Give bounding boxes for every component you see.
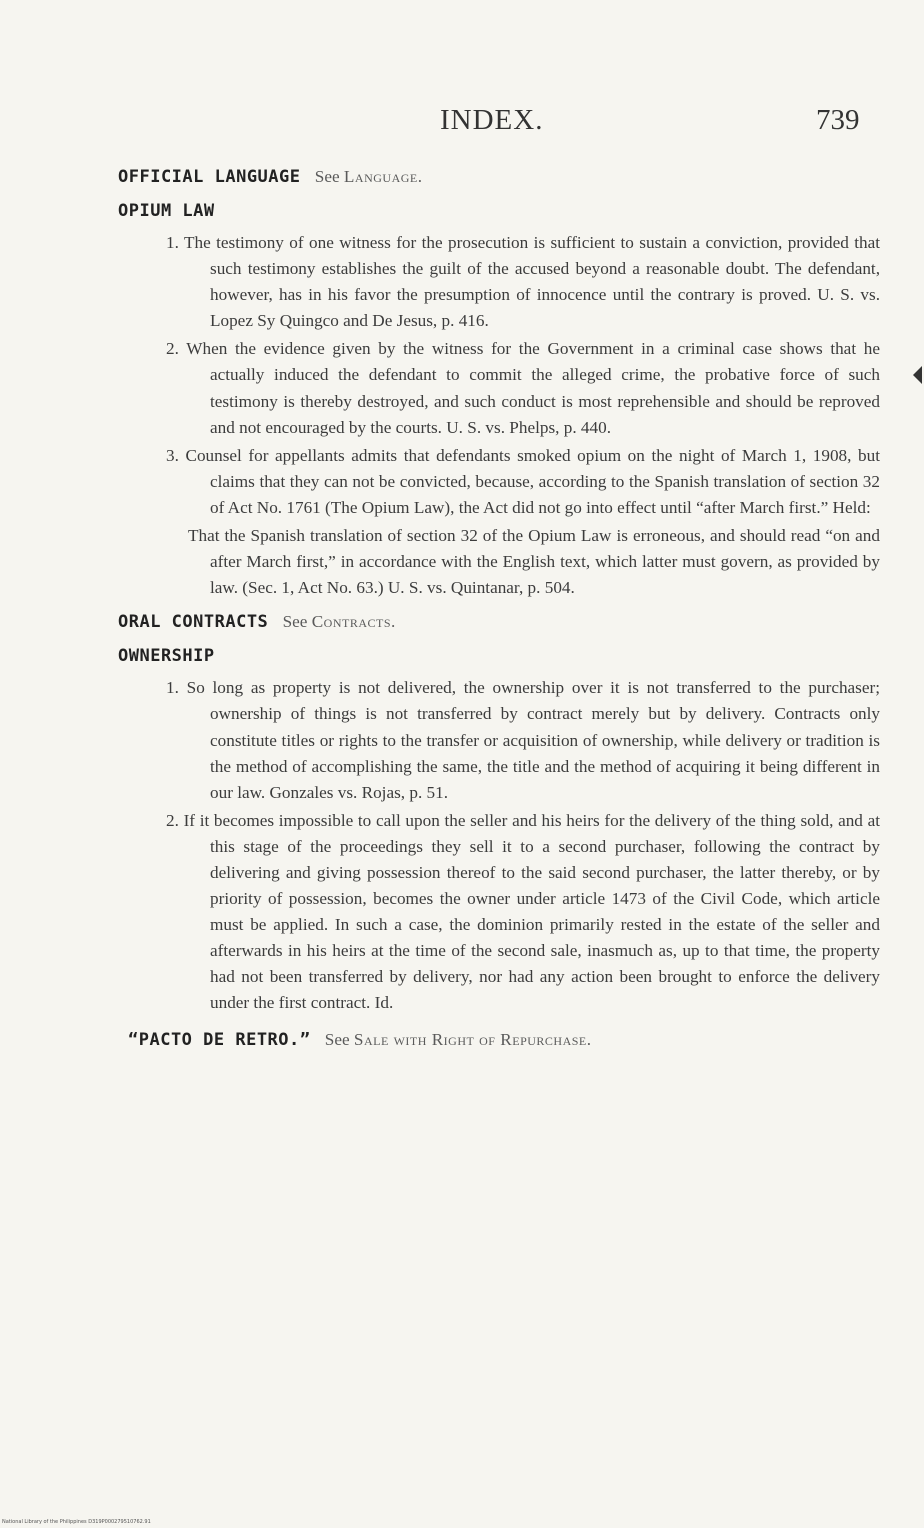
entry-paragraph: 3. Counsel for appellants admits that defendants smoked opium on the night of March 1, 1908, but claims that they can not be convicted, because, according to the Spanish translation of section 32 of Act No. 1761 (The Opium Law), the Act did not go into effect until “after March first.” Held: xyxy=(166,445,880,517)
index-entry-pacto-de-retro xyxy=(128,1025,880,1055)
entry-heading: ORAL CONTRACTS xyxy=(118,612,269,633)
scan-footer: National Library of the Philippines D319P000279510762.91 xyxy=(2,1519,151,1525)
entry-paragraph: 2. If it becomes impossible to call upon the seller and his heirs for the delivery of the thing sold, and at this stage of the proceedings they sell it to a second purchaser, following the contract by delivering and giving possession thereof to the said second purchaser, the latter thereby, or by priority of possession, becomes the owner under article 1473 of the Civil Code, which article must be applied. In such a case, the dominion primarily rested in the estate of the seller and afterwards in his heirs at the time of the second sale, inasmuch as, up to that time, the property had not been transferred by delivery, nor had any action been brought to enforce the delivery under the first contract. Id. xyxy=(166,810,880,1013)
entry-heading: OFFICIAL LANGUAGE xyxy=(118,167,301,187)
cross-reference: Contracts. xyxy=(311,612,396,632)
see-label: See xyxy=(324,1029,350,1049)
index-entry-official-language xyxy=(118,162,880,192)
cross-reference: Language. xyxy=(343,167,423,186)
running-head-title: INDEX. xyxy=(440,104,544,136)
see-label: See xyxy=(282,612,308,632)
page-number: 739 xyxy=(816,104,860,136)
entry-heading: OPIUM LAW xyxy=(118,201,215,221)
entry-paragraph: 1. The testimony of one witness for the prosecution is sufficient to sustain a conviction, provided that such testimony establishes the guilt of the accused beyond a reasonable doubt. The defendant, however, has in his favor the presumption of innocence until the contrary is proved. U. S. vs. Lopez Sy Quingco and De Jesus, p. 416. xyxy=(166,233,880,331)
entry-paragraph: 1. So long as property is not delivered, the ownership over it is not transferred to the purchaser; ownership of things is not transferred by contract merely but by delivery. Contracts only constitute titles or rights to the transfer or acquisition of ownership, while delivery or tradition is the method of accomplishing the same, the title and the method of acquiring it being different in our law. Gonzales vs. Rojas, p. 51. xyxy=(166,678,880,802)
index-entry-oral-contracts xyxy=(118,607,880,637)
running-head xyxy=(0,104,924,144)
index-entry-ownership xyxy=(118,641,880,1016)
entry-paragraph-continuation: That the Spanish translation of section 32 of the Opium Law is erroneous, and should read “on and after March first,” in accordance with the English text, which latter must govern, as provided by law. (Sec. 1, Act No. 63.) U. S. vs. Quintanar, p. 504. xyxy=(188,526,880,598)
index-entry-opium-law xyxy=(118,196,880,601)
entry-paragraph: 2. When the evidence given by the witness for the Government in a criminal case shows that he actually induced the defendant to commit the alleged crime, the probative force of such testimony is thereby destroyed, and such conduct is most reprehensible and should be reproved and not encouraged by the courts. U. S. vs. Phelps, p. 440. xyxy=(166,339,880,437)
cross-reference: Sale with Right of Repurchase. xyxy=(353,1029,592,1049)
entry-heading: OWNERSHIP xyxy=(118,646,215,667)
page-edge-marker-icon xyxy=(913,366,922,384)
index-content xyxy=(118,162,880,1059)
see-label: See xyxy=(314,167,340,186)
entry-heading: “PACTO DE RETRO.” xyxy=(128,1029,311,1050)
